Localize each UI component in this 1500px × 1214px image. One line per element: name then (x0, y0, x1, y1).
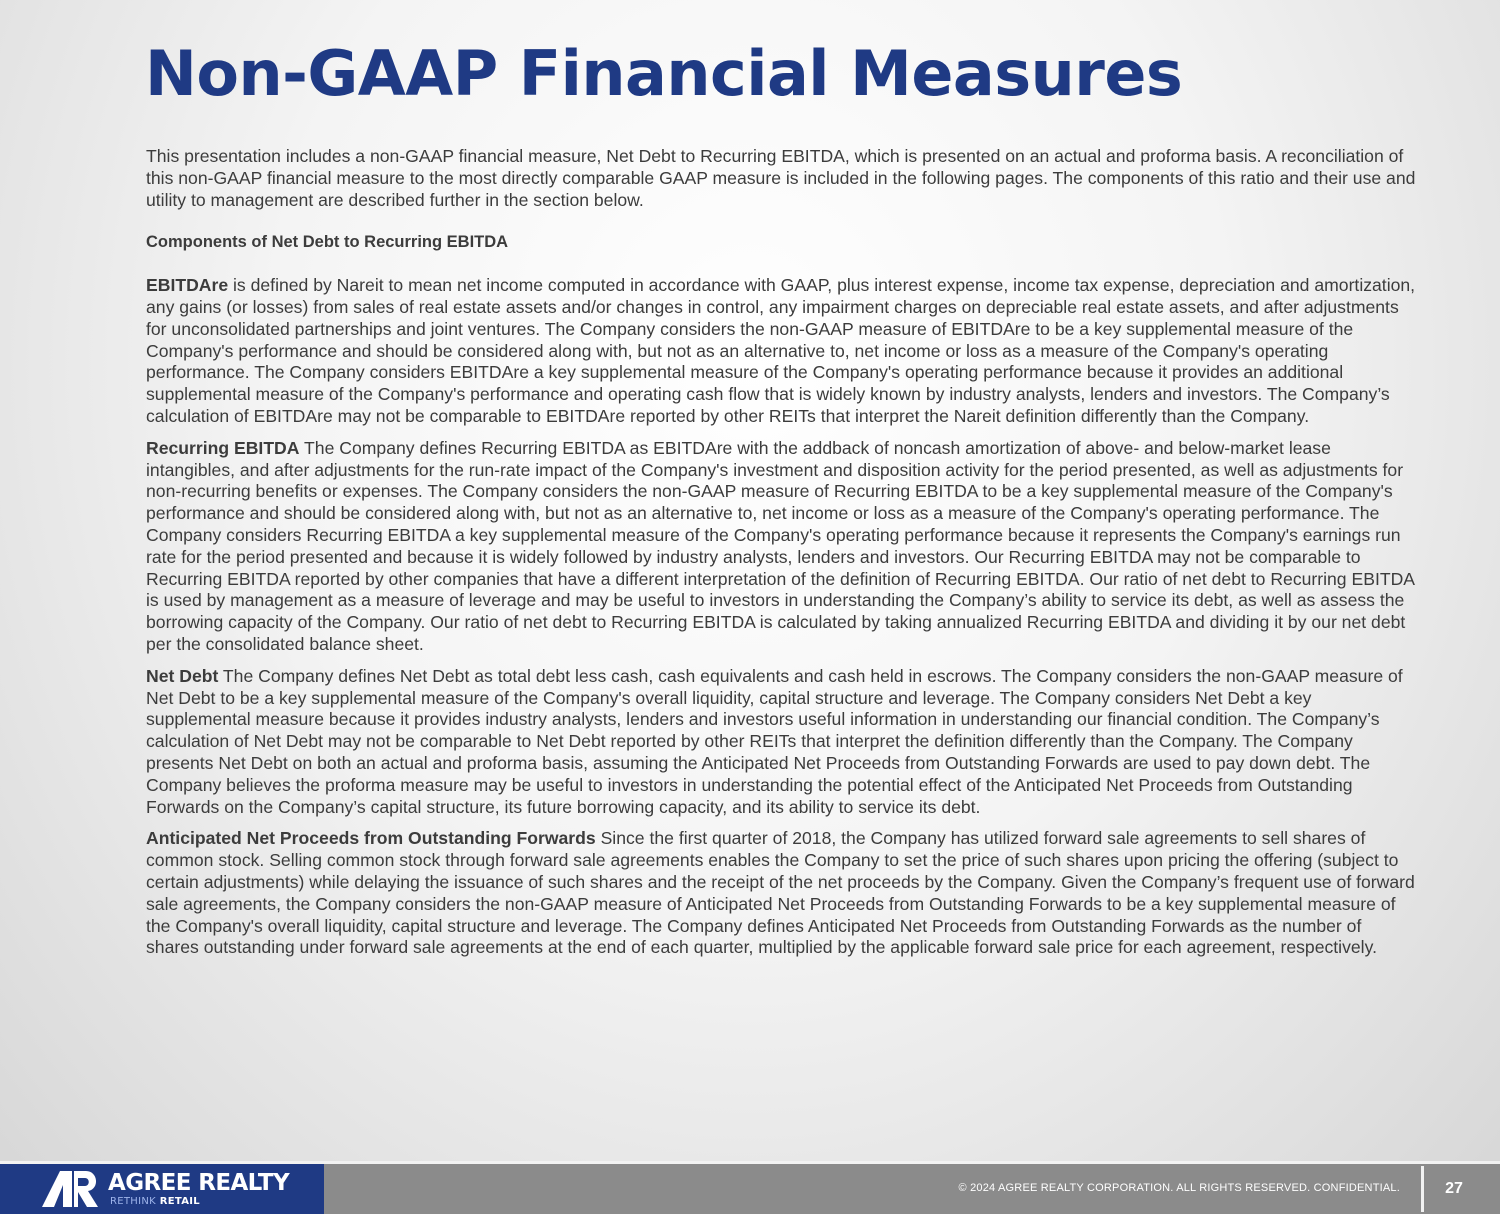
term-net-debt: Net Debt (146, 665, 219, 686)
footer-bar (0, 1161, 1500, 1214)
term-anticipated-net-proceeds: Anticipated Net Proceeds from Outstanding Forwards (146, 828, 596, 849)
components-heading: Components of Net Debt to Recurring EBITDA (146, 233, 509, 252)
section-anticipated-net-proceeds (146, 828, 1416, 959)
section-ebitdare (146, 275, 1416, 428)
term-ebitdare: EBITDAre (146, 275, 229, 296)
body-content (146, 146, 1416, 959)
copyright-notice: © 2024 AGREE REALTY CORPORATION. ALL RIGHTS RESERVED. CONFIDENTIAL. (958, 1182, 1400, 1194)
page-number: 27 (1445, 1180, 1463, 1197)
section-recurring-ebitda (146, 438, 1416, 656)
definition-ebitdare: is defined by Nareit to mean net income computed in accordance with GAAP, plus interest expense, income tax expense, depreciation and amortization, any gains (or losses) from sales of real estate assets and/or changes in control, any impairment charges on depreciable real estate assets, and after adjustments for unconsolidated partnerships and joint ventures. The Company considers the non-GAAP measure of EBITDAre to be a key supplemental measure of the Company's performance and should be considered along with, but not as an alternative to, net income or loss as a measure of the Company's operating performance. The Company considers EBITDAre a key supplemental measure of the Company's operating performance because it provides an additional supplemental measure of the Company's performance and operating cash flow that is widely known by industry analysts, lenders and investors. The Company’s calculation of EBITDAre may not be comparable to EBITDAre reported by other REITs that interpret the Nareit definition differently than the Company. (146, 275, 1416, 426)
page-title: Non-GAAP Financial Measures (145, 37, 1183, 110)
definition-anticipated-net-proceeds: Since the first quarter of 2018, the Company has utilized forward sale agreements to sell shares of common stock. Selling common stock through forward sale agreements enables the Company to set the price of such shares upon pricing the offering (subject to certain adjustments) while delaying the issuance of such shares and the receipt of the net proceeds by the Company. Given the Company’s frequent use of forward sale agreements, the Company considers the non-GAAP measure of Anticipated Net Proceeds from Outstanding Forwards to be a key supplemental measure of the Company's overall liquidity, capital structure and leverage. The Company defines Anticipated Net Proceeds from Outstanding Forwards as the number of shares outstanding under forward sale agreements at the end of each quarter, multiplied by the applicable forward sale price for each agreement, respectively. (146, 828, 1415, 958)
section-net-debt (146, 666, 1416, 819)
term-recurring-ebitda: Recurring EBITDA (146, 437, 300, 458)
company-logo (0, 1164, 324, 1214)
definition-net-debt: The Company defines Net Debt as total debt less cash, cash equivalents and cash held in escrows. The Company considers the non-GAAP measure of Net Debt to be a key supplemental measure of the Company's overall liquidity, capital structure and leverage. The Company considers Net Debt a key supplemental measure because it provides industry analysts, lenders and investors useful information in understanding our financial condition. The Company’s calculation of Net Debt may not be comparable to Net Debt reported by other REITs that interpret the definition differently than the Company. The Company presents Net Debt on both an actual and proforma basis, assuming the Anticipated Net Proceeds from Outstanding Forwards are used to pay down debt. The Company believes the proforma measure may be useful to investors in understanding the potential effect of the Anticipated Net Proceeds from Outstanding Forwards on the Company’s capital structure, its future borrowing capacity, and its ability to service its debt. (146, 665, 1403, 817)
logo-tagline: RETHINK RETAIL (110, 1196, 200, 1207)
logo-wordmark: AGREE REALTY (108, 1170, 290, 1196)
definition-recurring-ebitda: The Company defines Recurring EBITDA as EBITDAre with the addback of noncash amortization of above- and below-market lease intangibles, and after adjustments for the run-rate impact of the Company's investment and disposition activity for the period presented, as well as adjustments for non-recurring benefits or expenses. The Company considers the non-GAAP measure of Recurring EBITDA to be a key supplemental measure of the Company's performance and should be considered along with, but not as an alternative to, net income or loss as a measure of the Company's operating performance. The Company considers Recurring EBITDA a key supplemental measure of the Company's operating performance because it represents the Company's earnings run rate for the period presented and because it is widely followed by industry analysts, lenders and investors. Our Recurring EBITDA may not be comparable to Recurring EBITDA reported by other companies that have a different interpretation of the definition of Recurring EBITDA. Our ratio of net debt to Recurring EBITDA is used by management as a measure of leverage and may be useful to investors in understanding the Company’s ability to service its debt, as well as assess the borrowing capacity of the Company. Our ratio of net debt to Recurring EBITDA is calculated by taking annualized Recurring EBITDA and dividing it by our net debt per the consolidated balance sheet. (146, 437, 1415, 654)
intro-paragraph: This presentation includes a non-GAAP financial measure, Net Debt to Recurring EBITDA, which is presented on an actual and proforma basis. A reconciliation of this non-GAAP financial measure to the most directly comparable GAAP measure is included in the following pages. The components of this ratio and their use and utility to management are described further in the section below. (146, 146, 1416, 210)
agree-realty-logo-icon (40, 1169, 102, 1209)
